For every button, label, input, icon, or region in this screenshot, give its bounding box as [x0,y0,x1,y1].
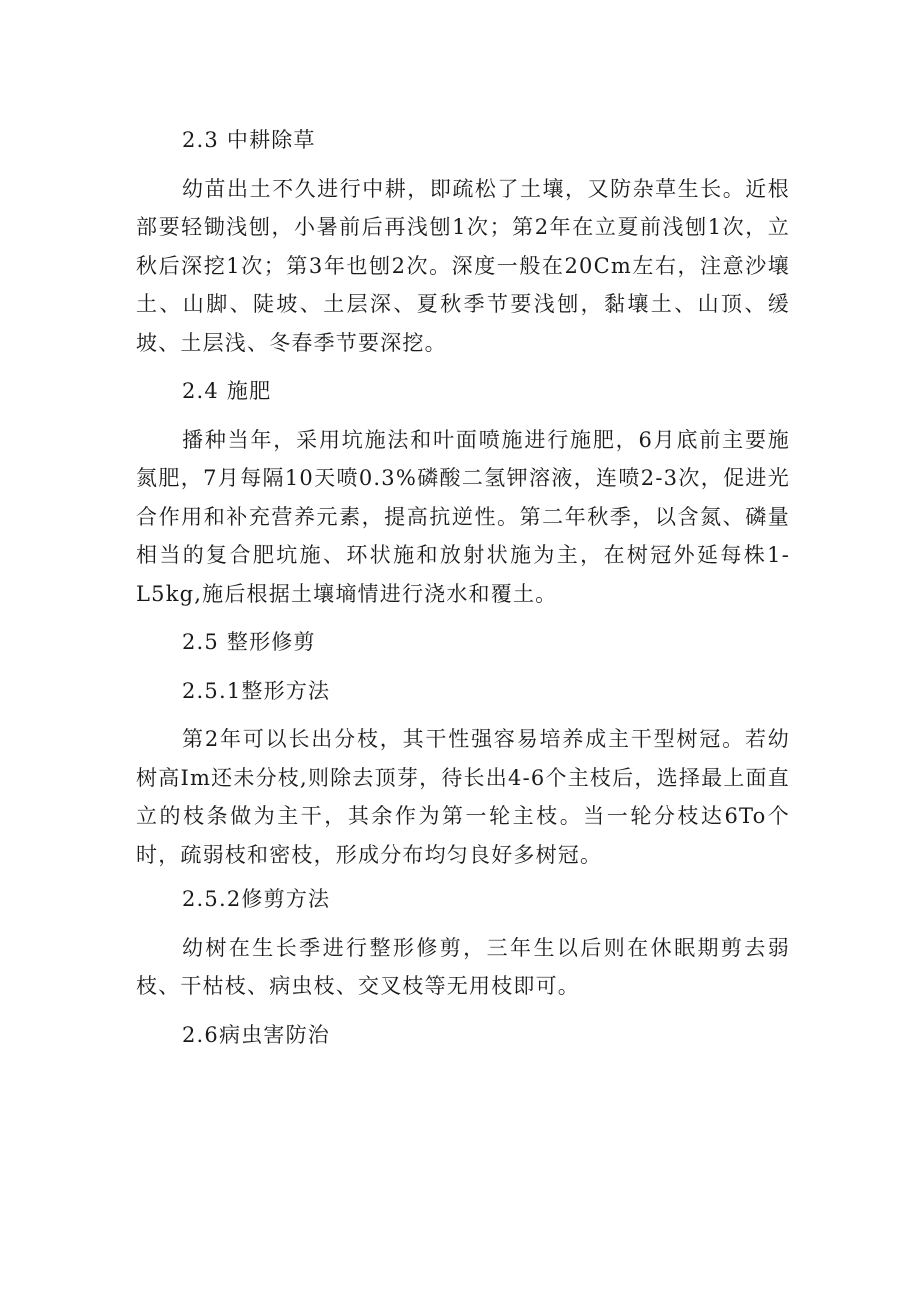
section-heading-2-5-2: 2.5.2修剪方法 [182,887,331,911]
section-heading-2-4: 2.4 施肥 [182,379,272,403]
section-heading-2-5-1: 2.5.1整形方法 [182,678,331,703]
section-heading-2-5: 2.5 整形修剪 [182,630,316,654]
document-body [136,121,790,1064]
section-paragraph-2-5-1: 第2年可以长出分枝，其干性强容易培养成主干型树冠。若幼树高Im还未分枝,则除去顶芽，待长出4-6个主枝后，选择最上面直立的枝条做为主干，其余作为第一轮主枝。当一轮分枝达6To个时，疏弱枝和密枝，形成分布均匀良好多树冠。 [136,727,790,867]
section-paragraph-2-3: 幼苗出土不久进行中耕，即疏松了土壤，又防杂草生长。近根部要轻锄浅刨，小暑前后再浅刨1次；第2年在立夏前浅刨1次，立秋后深挖1次；第3年也刨2次。深度一般在20Cm左右，注意沙壤土、山脚、陡坡、土层深、夏秋季节要浅刨，黏壤土、山顶、缓坡、土层浅、冬春季节要深挖。 [136,176,790,355]
section-heading-2-6: 2.6病虫害防治 [182,1022,330,1047]
section-heading-2-3: 2.3 中耕除草 [182,128,316,152]
section-paragraph-2-5-2: 幼树在生长季进行整形修剪，三年生以后则在休眠期剪去弱枝、干枯枝、病虫枝、交叉枝等无用枝即可。 [136,935,790,998]
section-paragraph-2-4: 播种当年，采用坑施法和叶面喷施进行施肥，6月底前主要施氮肥，7月每隔10天喷0.3%磷酸二氢钾溶液，连喷2-3次，促进光合作用和补充营养元素，提高抗逆性。第二年秋季，以含氮、磷量相当的复合肥坑施、环状施和放射状施为主，在树冠外延每株1-L5kg,施后根据土壤墒情进行浇水和覆土。 [136,427,790,606]
